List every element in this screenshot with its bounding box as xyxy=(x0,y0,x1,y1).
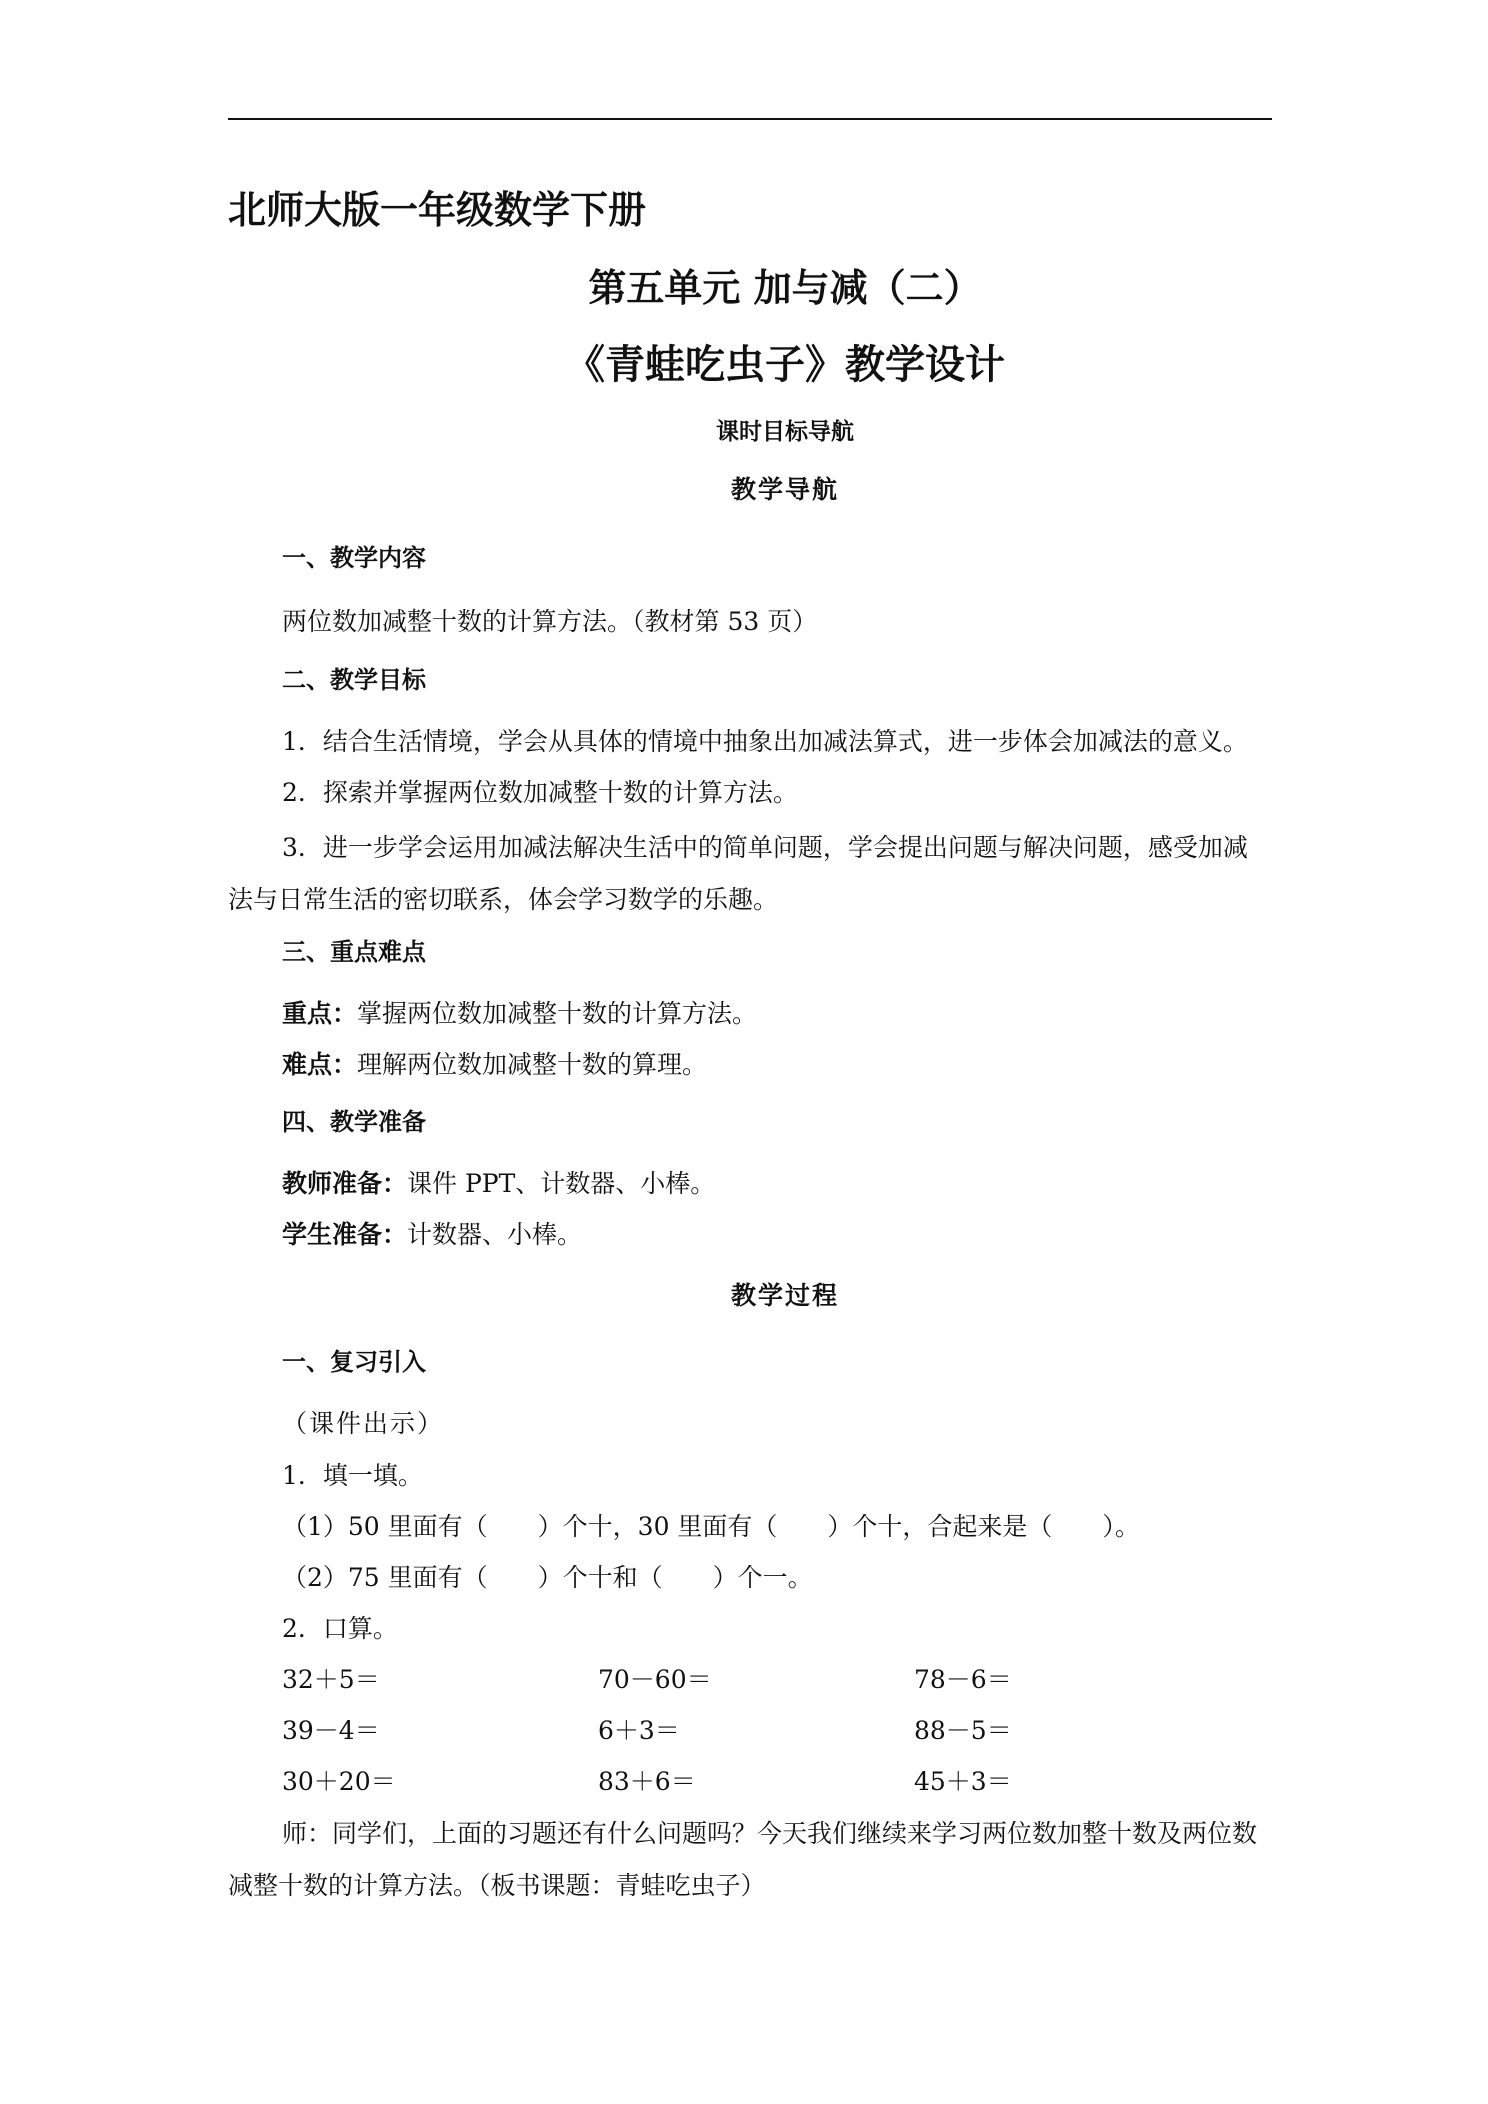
review-heading: 一、复习引入 xyxy=(282,1348,426,1376)
content-heading: 一、教学内容 xyxy=(282,544,426,572)
student-prep-text: 计数器、小棒。 xyxy=(407,1220,583,1249)
oral-problem: 88－5＝ xyxy=(914,1716,1012,1745)
oral-problem: 30＋20＝ xyxy=(282,1767,396,1796)
fill-item-1: （1）50 里面有（ ）个十，30 里面有（ ）个十，合起来是（ ）。 xyxy=(282,1512,1140,1541)
nav-heading: 课时目标导航 xyxy=(716,419,854,445)
teacher-prep-label: 教师准备： xyxy=(282,1169,408,1198)
key-points-heading: 三、重点难点 xyxy=(282,938,426,966)
oral-title: 2．口算。 xyxy=(282,1614,398,1643)
unit-title: 第五单元 加与减（二） xyxy=(588,266,982,310)
header-rule xyxy=(228,118,1272,120)
oral-problem: 83＋6＝ xyxy=(598,1767,696,1796)
nav-subheading: 教学导航 xyxy=(730,475,839,504)
teacher-prep-text: 课件 PPT、计数器、小棒。 xyxy=(407,1169,716,1198)
student-prep-label: 学生准备： xyxy=(282,1220,408,1249)
process-heading: 教学过程 xyxy=(730,1281,839,1310)
goal-item-2: 2．探索并掌握两位数加减整十数的计算方法。 xyxy=(282,778,798,807)
difficult-point-label: 难点： xyxy=(282,1050,358,1079)
key-point-text: 掌握两位数加减整十数的计算方法。 xyxy=(357,999,758,1028)
courseware-note: （课件出示） xyxy=(282,1409,445,1438)
key-point-line xyxy=(282,998,757,1030)
oral-problem: 32＋5＝ xyxy=(282,1665,380,1694)
oral-problem: 45＋3＝ xyxy=(914,1767,1012,1796)
difficult-point-text: 理解两位数加减整十数的算理。 xyxy=(357,1050,708,1079)
lesson-title: 《青蛙吃虫子》教学设计 xyxy=(565,342,1005,388)
book-title: 北师大版一年级数学下册 xyxy=(228,188,647,232)
teacher-prep-line xyxy=(282,1168,715,1200)
goal-item-1: 1．结合生活情境，学会从具体的情境中抽象出加减法算式，进一步体会加减法的意义。 xyxy=(282,727,1248,756)
student-prep-line xyxy=(282,1219,582,1251)
key-point-label: 重点： xyxy=(282,999,358,1028)
goal-item-3: 3．进一步学会运用加减法解决生活中的简单问题，学会提出问题与解决问题，感受加减法与日常生活的密切联系，体会学习数学的乐趣。 xyxy=(228,833,1248,914)
oral-problem: 6＋3＝ xyxy=(598,1716,680,1745)
oral-problem: 70－60＝ xyxy=(598,1665,712,1694)
oral-problem: 78－6＝ xyxy=(914,1665,1012,1694)
preparation-heading: 四、教学准备 xyxy=(282,1108,426,1136)
oral-problem: 39－4＝ xyxy=(282,1716,380,1745)
difficult-point-line xyxy=(282,1049,707,1081)
teacher-remark: 师：同学们，上面的习题还有什么问题吗？今天我们继续来学习两位数加整十数及两位数减整十数的计算方法。（板书课题：青蛙吃虫子） xyxy=(228,1819,1258,1900)
goals-heading: 二、教学目标 xyxy=(282,666,426,694)
content-text: 两位数加减整十数的计算方法。（教材第 53 页） xyxy=(282,607,818,636)
fill-title: 1．填一填。 xyxy=(282,1461,423,1490)
fill-item-2: （2）75 里面有（ ）个十和（ ）个一。 xyxy=(282,1563,813,1592)
